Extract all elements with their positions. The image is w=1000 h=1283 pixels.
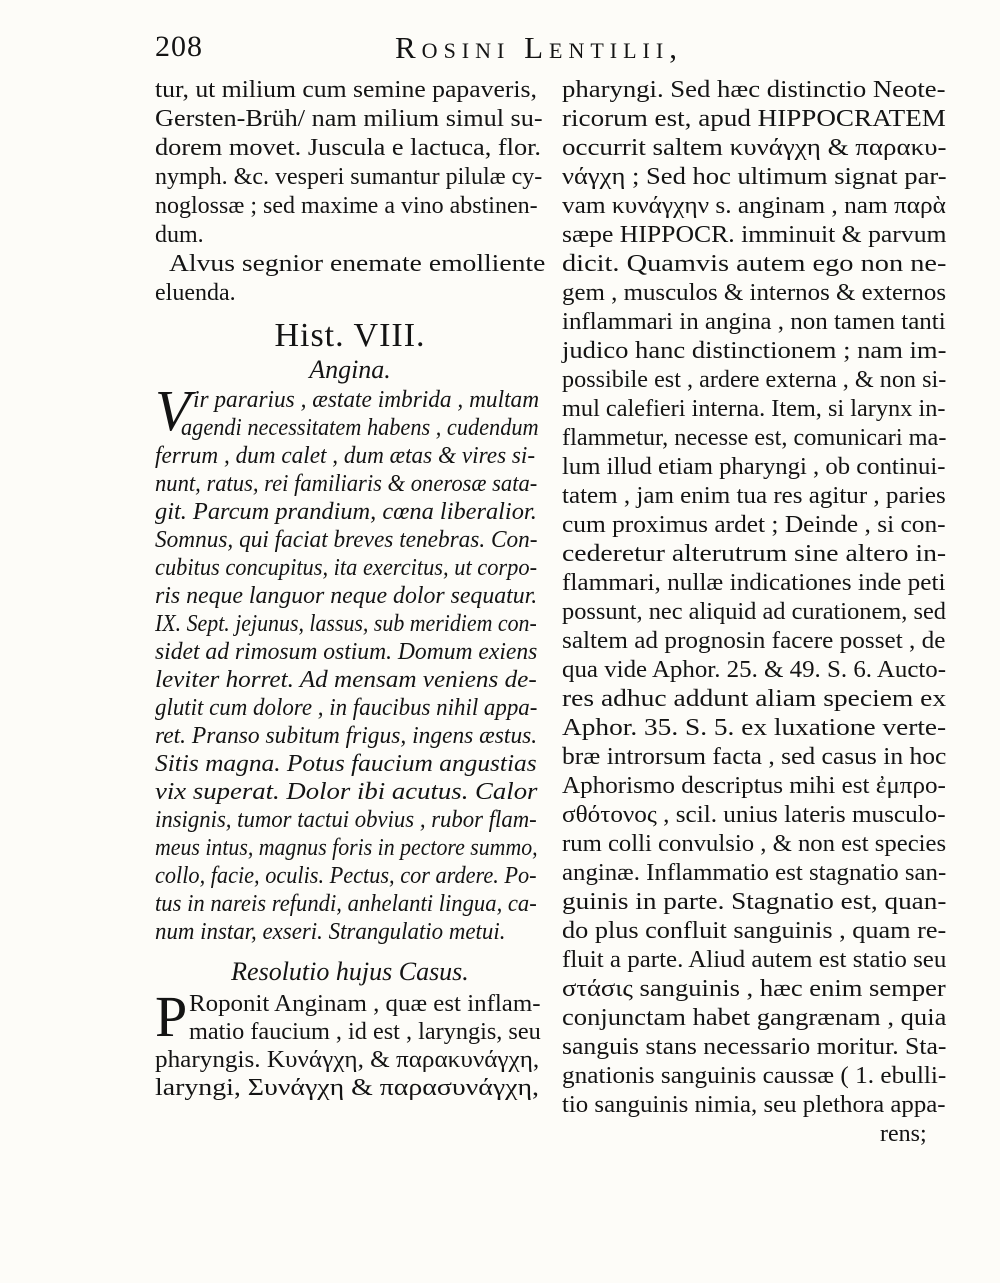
text-line: matio faucium , id est , laryngis, seu bbox=[189, 1019, 541, 1045]
text-line: glutit cum dolore , in faucibus nihil appa- bbox=[155, 695, 538, 721]
running-head: Rosini Lentilii, bbox=[395, 30, 683, 65]
text-line: lum illud etiam pharyngi , ob continui- bbox=[562, 454, 946, 480]
text-line: inflammari in angina , non tamen tanti bbox=[562, 309, 946, 335]
drop-cap-p: P bbox=[155, 984, 188, 1049]
text-line: num instar, exseri. Strangulatio metui. bbox=[155, 919, 506, 945]
text-line: insignis, tumor tactui obvius , rubor flam- bbox=[155, 807, 537, 833]
text-line: Alvus segnior enemate emolliente bbox=[169, 251, 546, 277]
text-line: ret. Pranso subitum frigus, ingens æstus. bbox=[155, 723, 538, 749]
text-line: git. Parcum prandium, cœna liberalior. bbox=[155, 499, 537, 525]
text-line: Aphorismo descriptus mihi est ἐμπρο- bbox=[562, 773, 946, 799]
text-line: tatem , jam enim tua res agitur , paries bbox=[562, 483, 946, 509]
text-line: do plus confluit sanguinis , quam re- bbox=[562, 918, 947, 944]
text-line: flammetur, necesse est, comunicari ma- bbox=[562, 425, 947, 451]
text-line: tur, ut milium cum semine papaveris, bbox=[155, 77, 537, 103]
text-line: tus in nareis refundi, anhelanti lingua, ca- bbox=[155, 891, 537, 917]
text-line: cubitus concupitus, ita exercitus, ut corpo- bbox=[155, 555, 538, 581]
section-heading: Hist. VIII. bbox=[274, 317, 426, 354]
text-line: Somnus, qui faciat breves tenebras. Con- bbox=[155, 527, 538, 553]
text-line: sanguis stans necessario moritur. Sta- bbox=[562, 1034, 947, 1060]
text-line: saltem ad prognosin facere posset , de bbox=[562, 628, 946, 654]
text-line: gem , musculos & internos & externos bbox=[562, 280, 947, 306]
text-line: meus intus, magnus foris in pectore summo, bbox=[155, 835, 538, 861]
page-header bbox=[155, 30, 945, 74]
page-number: 208 bbox=[155, 30, 203, 63]
drop-cap-v: V bbox=[155, 378, 191, 443]
text-line: mul calefieri interna. Item, si larynx in- bbox=[562, 396, 946, 422]
text-line: ferrum , dum calet , dum ætas & vires si- bbox=[155, 443, 536, 469]
text-line: res adhuc addunt aliam speciem ex bbox=[562, 686, 947, 712]
text-line: agendi necessitatem habens , cudendum bbox=[181, 415, 539, 441]
text-line: judico hanc distinctionem ; nam im- bbox=[562, 338, 947, 364]
text-line: leviter horret. Ad mensam veniens de- bbox=[155, 667, 537, 693]
text-line: tio sanguinis nimia, seu plethora appa- bbox=[562, 1092, 946, 1118]
text-line: possibile est , ardere externa , & non si- bbox=[562, 367, 947, 393]
text-line: στάσις sanguinis , hæc enim semper bbox=[562, 976, 946, 1002]
text-line: laryngi, Συνάγχη & παρασυνάγχη, bbox=[155, 1075, 539, 1101]
text-line: dorem movet. Juscula e lactuca, flor. bbox=[155, 135, 542, 161]
text-line: noglossæ ; sed maxime a vino abstinen- bbox=[155, 193, 538, 219]
text-line: pharyngi. Sed hæc distinctio Neote- bbox=[562, 77, 946, 103]
text-line: ir pararius , æstate imbrida , multam bbox=[193, 387, 540, 413]
text-line: dicit. Quamvis autem ego non ne- bbox=[562, 251, 947, 277]
text-line: sidet ad rimosum ostium. Domum exiens bbox=[155, 639, 538, 665]
text-line: qua vide Aphor. 25. & 49. S. 6. Aucto- bbox=[562, 657, 947, 683]
text-line: νάγχη ; Sed hoc ultimum signat par- bbox=[562, 164, 947, 190]
text-line: nymph. &c. vesperi sumantur pilulæ cy- bbox=[155, 164, 543, 190]
text-line: possunt, nec aliquid ad curationem, sed bbox=[562, 599, 946, 625]
text-line: cederetur alterutrum sine altero in- bbox=[562, 541, 947, 567]
text-line: fluit a parte. Aliud autem est statio seu bbox=[562, 947, 947, 973]
text-line: σθότονος , scil. unius lateris musculo- bbox=[562, 802, 946, 828]
text-line: Sitis magna. Potus faucium angustias bbox=[155, 751, 537, 777]
text-line: occurrit saltem κυνάγχη & παρακυ- bbox=[562, 135, 947, 161]
text-line: gnationis sanguinis caussæ ( 1. ebulli- bbox=[562, 1063, 947, 1089]
section-subheading: Resolutio hujus Casus. bbox=[231, 957, 469, 986]
text-line: nunt, ratus, rei familiaris & onerosæ sata- bbox=[155, 471, 538, 497]
text-line: dum. bbox=[155, 222, 204, 248]
text-line: cum proximus ardet ; Deinde , si con- bbox=[562, 512, 946, 538]
text-line: IX. Sept. jejunus, lassus, sub meridiem con- bbox=[155, 611, 537, 637]
text-line: bræ introrsum facta , sed casus in hoc bbox=[562, 744, 947, 770]
text-line: vix superat. Dolor ibi acutus. Calor bbox=[155, 779, 538, 805]
text-line: pharyngis. Κυνάγχη, & παρακυνάγχη, bbox=[155, 1047, 540, 1073]
section-subheading: Angina. bbox=[309, 355, 391, 384]
text-line: eluenda. bbox=[155, 280, 236, 306]
text-line: rens; bbox=[880, 1121, 927, 1147]
text-line: vam κυνάγχην s. anginam , nam παρὰ bbox=[562, 193, 946, 219]
text-line: ris neque languor neque dolor sequatur. bbox=[155, 583, 538, 609]
text-line: flammari, nullæ indicationes inde peti bbox=[562, 570, 946, 596]
text-line: Gersten-Brüh/ nam milium simul su- bbox=[155, 106, 543, 132]
text-line: collo, facie, oculis. Pectus, cor ardere. Po- bbox=[155, 863, 537, 889]
text-line: conjunctam habet gangrænam , quia bbox=[562, 1005, 947, 1031]
text-line: guinis in parte. Stagnatio est, quan- bbox=[562, 889, 947, 915]
text-line: anginæ. Inflammatio est stagnatio san- bbox=[562, 860, 947, 886]
text-line: sæpe HIPPOCR. imminuit & parvum bbox=[562, 222, 947, 248]
text-line: ricorum est, apud HIPPOCRATEM bbox=[562, 106, 946, 132]
text-line: rum colli convulsio , & non est species bbox=[562, 831, 947, 857]
text-line: Roponit Anginam , quæ est inflam- bbox=[189, 991, 541, 1017]
text-line: Aphor. 35. S. 5. ex luxatione verte- bbox=[562, 715, 947, 741]
